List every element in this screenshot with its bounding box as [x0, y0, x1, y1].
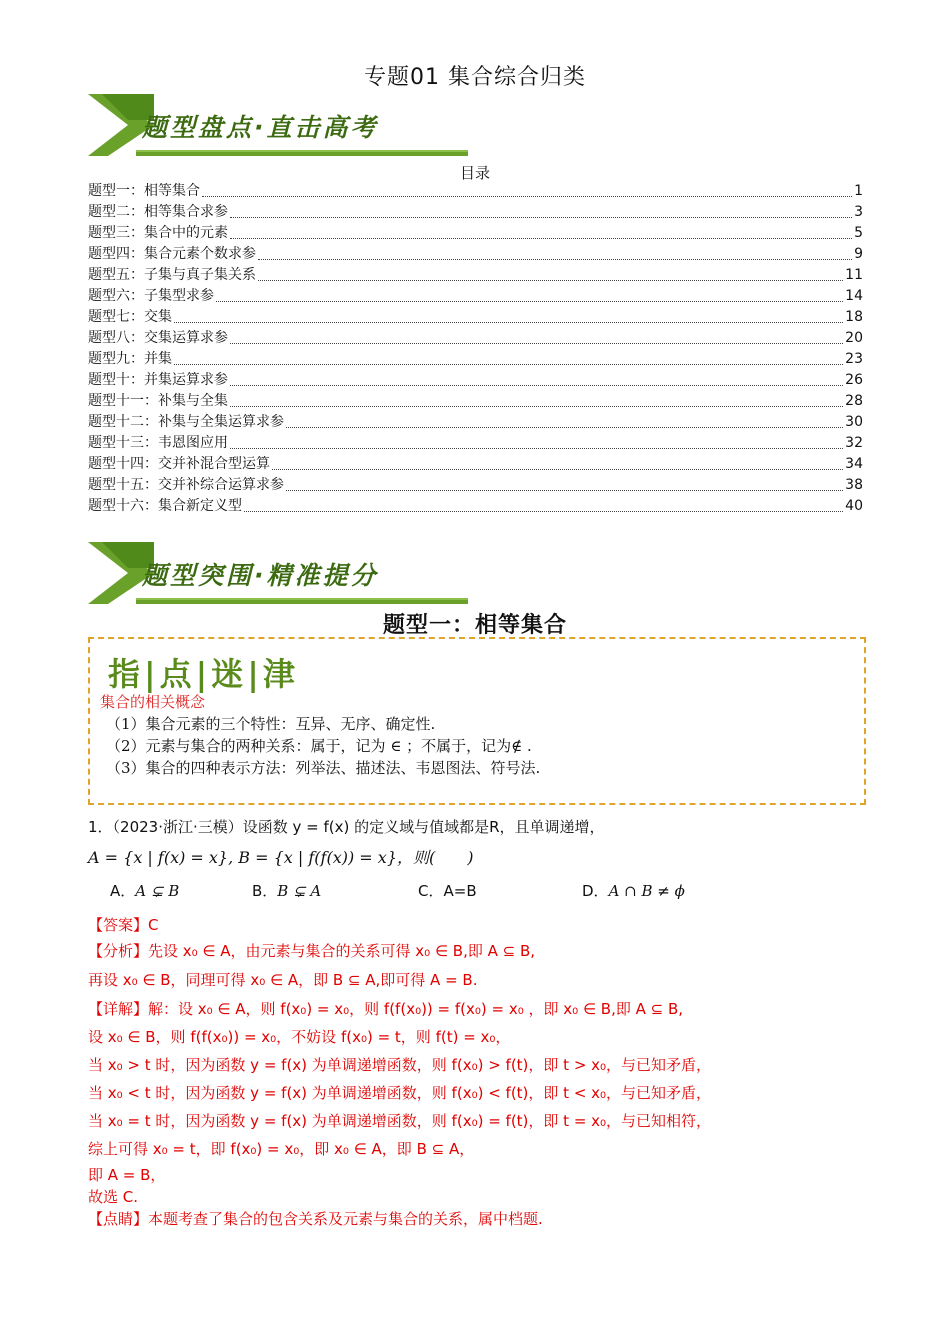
option-b: [252, 880, 321, 901]
toc-item[interactable]: [88, 286, 863, 307]
detail-line: 当 x₀ > t 时，因为函数 y = f(x) 为单调递增函数，则 f(x₀) > f(t)，即 t > x₀，与已知矛盾，: [88, 1056, 712, 1074]
option-d: [582, 880, 685, 901]
banner-title: 题型突围·精准提分: [142, 561, 379, 590]
detail-line: 故选 C.: [88, 1188, 139, 1206]
toc-dot-leader: [258, 279, 843, 281]
toc-item-page: 26: [845, 372, 863, 388]
toc-item-label: 题型十：并集运算求参: [88, 372, 228, 388]
tips-line: （3）集合的四种表示方法：列举法、描述法、韦恩图法、符号法.: [106, 759, 541, 777]
banner-question-breakthrough: [88, 540, 468, 606]
toc-item[interactable]: [88, 412, 863, 433]
toc-item-page: 28: [845, 393, 863, 409]
toc-item-label: 题型八：交集运算求参: [88, 330, 228, 346]
toc-item-label: 题型五：子集与真子集关系: [88, 267, 256, 283]
toc-item[interactable]: [88, 454, 863, 475]
toc-item-page: 3: [854, 204, 863, 220]
toc-item-label: 题型七：交集: [88, 309, 172, 325]
table-of-contents: [88, 181, 863, 517]
option-content: A ⊊ B: [135, 882, 180, 900]
detail-line: 综上可得 x₀ = t，即 f(x₀) = x₀，即 x₀ ∈ A，即 B ⊆ A，: [88, 1140, 475, 1158]
toc-item-label: 题型十四：交并补混合型运算: [88, 456, 270, 472]
toc-item[interactable]: [88, 391, 863, 412]
question-stem-line2: A = {x | f(x) = x}, B = {x | f(f(x)) = x}，则( ): [88, 848, 474, 867]
tips-line: （2）元素与集合的两种关系：属于，记为 ∈ ；不属于，记为∉ .: [106, 737, 532, 755]
toc-item[interactable]: [88, 307, 863, 328]
toc-item-label: 题型一：相等集合: [88, 183, 200, 199]
toc-item[interactable]: [88, 244, 863, 265]
comment-line: 【点睛】本题考查了集合的包含关系及元素与集合的关系，属中档题.: [88, 1210, 543, 1228]
analysis-line: 【分析】先设 x₀ ∈ A，由元素与集合的关系可得 x₀ ∈ B,即 A ⊆ B,: [88, 942, 536, 960]
toc-item-label: 题型六：子集型求参: [88, 288, 214, 304]
toc-item-label: 题型四：集合元素个数求参: [88, 246, 256, 262]
toc-item-label: 题型十五：交并补综合运算求参: [88, 477, 284, 493]
tips-logo: 指|点|迷|津: [108, 655, 299, 693]
section-title: 题型一：相等集合: [382, 613, 567, 638]
analysis-line: 再设 x₀ ∈ B，同理可得 x₀ ∈ A，即 B ⊆ A,即可得 A = B.: [88, 971, 478, 989]
detail-line: 设 x₀ ∈ B，则 f(f(x₀)) = x₀，不妨设 f(x₀) = t，则 f(t) = x₀，: [88, 1028, 511, 1046]
toc-heading: 目录: [459, 164, 490, 182]
toc-item-page: 18: [845, 309, 863, 325]
banner-question-overview: [88, 92, 468, 158]
toc-item-label: 题型十二：补集与全集运算求参: [88, 414, 284, 430]
toc-item[interactable]: [88, 223, 863, 244]
option-label: A．: [110, 882, 136, 900]
toc-dot-leader: [230, 384, 843, 386]
toc-item[interactable]: [88, 475, 863, 496]
toc-dot-leader: [286, 426, 843, 428]
toc-item-page: 32: [845, 435, 863, 451]
toc-item[interactable]: [88, 328, 863, 349]
option-content: B ⊊ A: [277, 882, 322, 900]
toc-item-page: 5: [854, 225, 863, 241]
toc-item[interactable]: [88, 370, 863, 391]
toc-item-page: 38: [845, 477, 863, 493]
detail-line: 即 A = B，: [88, 1166, 166, 1184]
tips-box: [88, 637, 866, 805]
toc-dot-leader: [286, 489, 843, 491]
toc-item-label: 题型二：相等集合求参: [88, 204, 228, 220]
toc-item[interactable]: [88, 181, 863, 202]
toc-item-page: 30: [845, 414, 863, 430]
option-label: B．: [252, 882, 278, 900]
toc-dot-leader: [230, 342, 843, 344]
toc-dot-leader: [202, 195, 852, 197]
answer-line: 【答案】C: [88, 916, 159, 934]
banner-title: 题型盘点·直击高考: [142, 113, 379, 142]
toc-item-page: 1: [854, 183, 863, 199]
toc-item-label: 题型九：并集: [88, 351, 172, 367]
detail-line: 当 x₀ < t 时，因为函数 y = f(x) 为单调递增函数，则 f(x₀) < f(t)，即 t < x₀，与已知矛盾，: [88, 1084, 712, 1102]
toc-dot-leader: [244, 510, 843, 512]
option-label: C．: [418, 882, 444, 900]
toc-dot-leader: [230, 447, 843, 449]
option-c: [418, 880, 477, 901]
toc-item[interactable]: [88, 349, 863, 370]
toc-item-label: 题型十六：集合新定义型: [88, 498, 242, 514]
toc-dot-leader: [174, 363, 843, 365]
toc-item[interactable]: [88, 496, 863, 517]
toc-item-label: 题型三：集合中的元素: [88, 225, 228, 241]
toc-item[interactable]: [88, 202, 863, 223]
toc-item[interactable]: [88, 433, 863, 454]
option-content: A=B: [443, 882, 477, 900]
toc-item-label: 题型十一：补集与全集: [88, 393, 228, 409]
option-a: [110, 880, 179, 901]
toc-item-label: 题型十三：韦恩图应用: [88, 435, 228, 451]
toc-dot-leader: [272, 468, 843, 470]
detail-line: 【详解】解：设 x₀ ∈ A，则 f(x₀) = x₀，则 f(f(x₀)) = f(x₀) = x₀ ，即 x₀ ∈ B,即 A ⊆ B,: [88, 1000, 684, 1018]
option-label: D．: [582, 882, 609, 900]
toc-item-page: 11: [845, 267, 863, 283]
question-stem-line1: 1．（2023·浙江·三模）设函数 y = f(x) 的定义域与值域都是R，且单调递增，: [88, 818, 605, 836]
toc-dot-leader: [230, 237, 852, 239]
tips-line: （1）集合元素的三个特性：互异、无序、确定性.: [106, 715, 436, 733]
toc-item-page: 9: [854, 246, 863, 262]
toc-dot-leader: [230, 405, 843, 407]
toc-dot-leader: [258, 258, 852, 260]
toc-item-page: 23: [845, 351, 863, 367]
toc-dot-leader: [230, 216, 852, 218]
tips-title: 集合的相关概念: [100, 693, 206, 711]
option-content: A ∩ B ≠ ϕ: [608, 882, 685, 900]
toc-dot-leader: [216, 300, 843, 302]
document-title: 专题01 集合综合归类: [364, 65, 586, 90]
toc-item-page: 20: [845, 330, 863, 346]
toc-item-page: 34: [845, 456, 863, 472]
toc-item[interactable]: [88, 265, 863, 286]
detail-line: 当 x₀ = t 时，因为函数 y = f(x) 为单调递增函数，则 f(x₀) = f(t)，即 t = x₀，与已知相符，: [88, 1112, 712, 1130]
toc-dot-leader: [174, 321, 843, 323]
toc-item-page: 40: [845, 498, 863, 514]
toc-item-page: 14: [845, 288, 863, 304]
